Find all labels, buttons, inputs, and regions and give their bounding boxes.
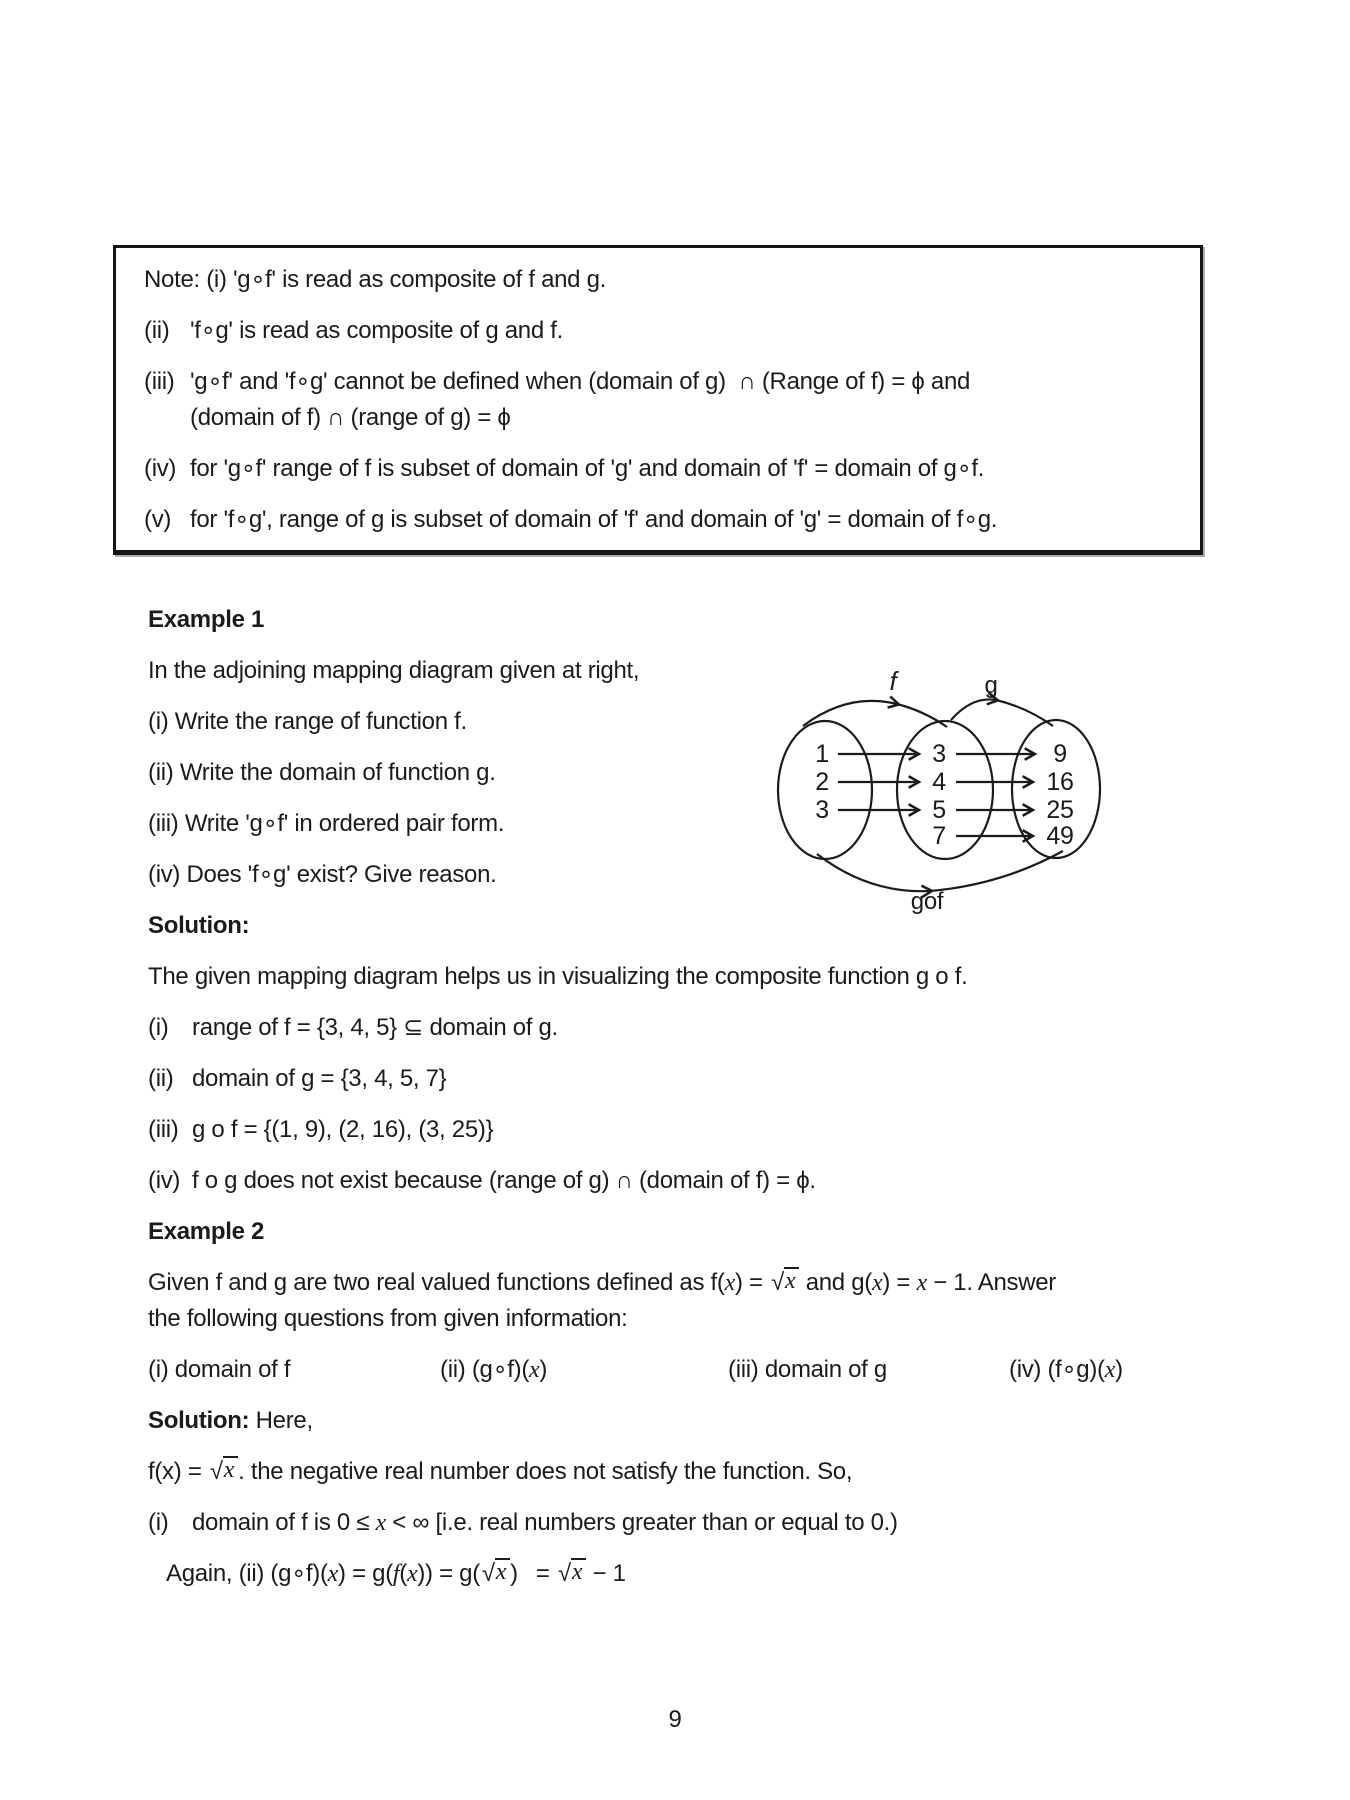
note-item-text: 'g∘f' and 'f∘g' cannot be defined when (domain of g) ∩ (Range of f) = ϕ and xyxy=(190,368,971,395)
text-segment: and g( xyxy=(799,1269,872,1296)
solution-item-text: range of f = {3, 4, 5} ⊆ domain of g. xyxy=(192,1014,558,1041)
note-box xyxy=(113,245,1203,555)
domain-value: 2 xyxy=(815,768,829,796)
example2-again-line xyxy=(166,1556,1228,1592)
note-item-body xyxy=(190,313,563,349)
mapping-diagram xyxy=(740,645,1135,935)
solution-item-num: (i) xyxy=(148,1014,169,1041)
example2-intro-line1 xyxy=(148,1265,1228,1301)
solution-item-ii xyxy=(148,1061,1228,1097)
text-segment: x xyxy=(327,1561,339,1587)
text-segment: x xyxy=(871,1270,883,1296)
solution-item-text xyxy=(192,1505,898,1541)
example2-part-i xyxy=(148,1352,290,1388)
example2-part-iii xyxy=(728,1352,887,1388)
example2-part-iv xyxy=(1009,1352,1123,1388)
example2-intro-line2: the following questions from given information: xyxy=(148,1305,628,1332)
text-segment: Again, (ii) (g∘f)( xyxy=(166,1560,328,1587)
solution-item-num: (iv) xyxy=(148,1167,181,1194)
text-segment: x xyxy=(1104,1357,1116,1383)
range-value: 49 xyxy=(1046,822,1074,850)
note-item-body xyxy=(190,502,997,538)
sqrt-radical-sign: √ xyxy=(209,1458,223,1485)
note-item-num: (iii) xyxy=(144,368,175,395)
note-line-1: Note: (i) 'g∘f' is read as composite of f and g. xyxy=(144,266,607,293)
text-segment: x xyxy=(375,1510,386,1536)
sqrt-radicand: x xyxy=(571,1558,586,1585)
solution-item-iv xyxy=(148,1163,1228,1199)
note-item-body xyxy=(190,451,984,487)
gof-arc-tail xyxy=(930,851,1063,891)
solution-item-iii xyxy=(148,1112,1228,1148)
note-item-iv xyxy=(144,451,1172,487)
middle-value: 5 xyxy=(932,796,946,824)
range-value: 25 xyxy=(1046,796,1074,824)
example1-solution-intro: The given mapping diagram helps us in visualizing the composite function g o f. xyxy=(148,963,968,990)
solution-item-text: g o f = {(1, 9), (2, 16), (3, 25)} xyxy=(192,1116,494,1143)
text-segment: . the negative real number does not satisfy the function. So, xyxy=(238,1458,853,1485)
gof-label: gof xyxy=(910,888,944,915)
domain-value: 3 xyxy=(815,796,829,824)
note-item-text: for 'g∘f' range of f is subset of domain of 'g' and domain of 'f' = domain of g∘f. xyxy=(190,455,985,482)
middle-value: 3 xyxy=(932,740,946,768)
note-item-text-continued: (domain of f) ∩ (range of g) = ϕ xyxy=(190,404,511,431)
example2-parts-row xyxy=(148,1352,1228,1388)
text-segment: − 1 xyxy=(586,1560,626,1587)
text-segment: < ∞ [i.e. real numbers greater than or equal to 0.) xyxy=(385,1509,898,1536)
text-segment: ) xyxy=(1115,1356,1123,1383)
f-label: f xyxy=(889,666,897,696)
solution-item-num: (ii) xyxy=(148,1065,174,1092)
sqrt-radicand: x xyxy=(784,1267,799,1294)
range-value: 9 xyxy=(1053,740,1067,768)
solution-item-text: domain of g = {3, 4, 5, 7} xyxy=(192,1065,447,1092)
example1-intro: In the adjoining mapping diagram given at right, xyxy=(148,657,640,684)
example1-heading: Example 1 xyxy=(148,606,265,633)
middle-value: 7 xyxy=(932,822,946,850)
note-item-text: 'f∘g' is read as composite of g and f. xyxy=(190,317,563,344)
note-item-body xyxy=(190,364,970,436)
example2-solution-after: Here, xyxy=(249,1407,313,1434)
example2-solution-line xyxy=(148,1403,1228,1439)
range-value: 16 xyxy=(1046,768,1074,796)
text-segment: ) xyxy=(539,1356,548,1383)
text-segment: Given f and g are two real valued functions defined as f( xyxy=(148,1269,725,1296)
example1-question-iv: (iv) Does 'f∘g' exist? Give reason. xyxy=(148,861,497,888)
solution-item-text: f o g does not exist because (range of g) ∩ (domain of f) = ϕ. xyxy=(192,1167,816,1194)
note-item-iii xyxy=(144,364,1172,436)
note-item-v xyxy=(144,502,1172,538)
example1-solution-label: Solution: xyxy=(148,912,250,939)
text-segment: f xyxy=(392,1561,400,1587)
example2-solution-label: Solution: xyxy=(148,1407,250,1434)
gof-arc xyxy=(817,854,930,891)
solution-item-num: (i) xyxy=(148,1509,169,1536)
example2-item-i xyxy=(148,1505,1228,1541)
text-segment: )) = g( xyxy=(417,1560,480,1587)
text-segment: − 1. Answer xyxy=(926,1269,1056,1296)
sqrt-radical-sign: √ xyxy=(557,1560,571,1587)
text-segment: x xyxy=(406,1561,418,1587)
text-segment: (iv) (f∘g)( xyxy=(1009,1356,1105,1383)
text-segment: f(x) = xyxy=(148,1458,208,1485)
example1-question-i: (i) Write the range of function f. xyxy=(148,708,467,735)
text-segment: ) = xyxy=(734,1269,770,1296)
text-segment: (ii) (g∘f)( xyxy=(440,1356,530,1383)
sqrt-radical-sign: √ xyxy=(771,1269,784,1296)
text-segment: ) xyxy=(510,1560,518,1587)
page-number: 9 xyxy=(668,1706,682,1733)
sqrt-radicand: x xyxy=(223,1456,238,1483)
note-item-num: (ii) xyxy=(144,317,170,344)
example2-heading: Example 2 xyxy=(148,1218,265,1245)
text-segment: = xyxy=(535,1560,556,1587)
text-segment: (i) domain of f xyxy=(148,1356,291,1383)
note-item-ii xyxy=(144,313,1172,349)
note-item-num: (iv) xyxy=(144,455,177,482)
text-segment: ) = xyxy=(882,1269,917,1296)
sqrt-radical-sign: √ xyxy=(481,1560,495,1587)
example1-question-ii: (ii) Write the domain of function g. xyxy=(148,759,496,786)
example2-work-line1 xyxy=(148,1454,1228,1490)
text-segment: x xyxy=(916,1270,927,1296)
sqrt-radicand: x xyxy=(495,1558,510,1585)
text-segment: x xyxy=(529,1357,540,1383)
domain-value: 1 xyxy=(815,740,829,768)
text-segment: x xyxy=(724,1270,735,1296)
g-label: g xyxy=(984,672,998,699)
text-segment: ( xyxy=(399,1560,407,1587)
middle-value: 4 xyxy=(932,768,946,796)
note-item-num: (v) xyxy=(144,506,172,533)
note-item-text: for 'f∘g', range of g is subset of domain of 'f' and domain of 'g' = domain of f∘g. xyxy=(190,506,998,533)
solution-item-num: (iii) xyxy=(148,1116,179,1143)
f-arc-tail xyxy=(897,704,947,727)
example1-question-iii: (iii) Write 'g∘f' in ordered pair form. xyxy=(148,810,505,837)
text-segment: domain of f is 0 ≤ xyxy=(192,1509,376,1536)
text-segment: ) = g( xyxy=(338,1560,393,1587)
solution-item-i xyxy=(148,1010,1228,1046)
example2-part-ii xyxy=(440,1352,547,1388)
text-segment: (iii) domain of g xyxy=(728,1356,887,1383)
g-arc xyxy=(951,699,996,720)
